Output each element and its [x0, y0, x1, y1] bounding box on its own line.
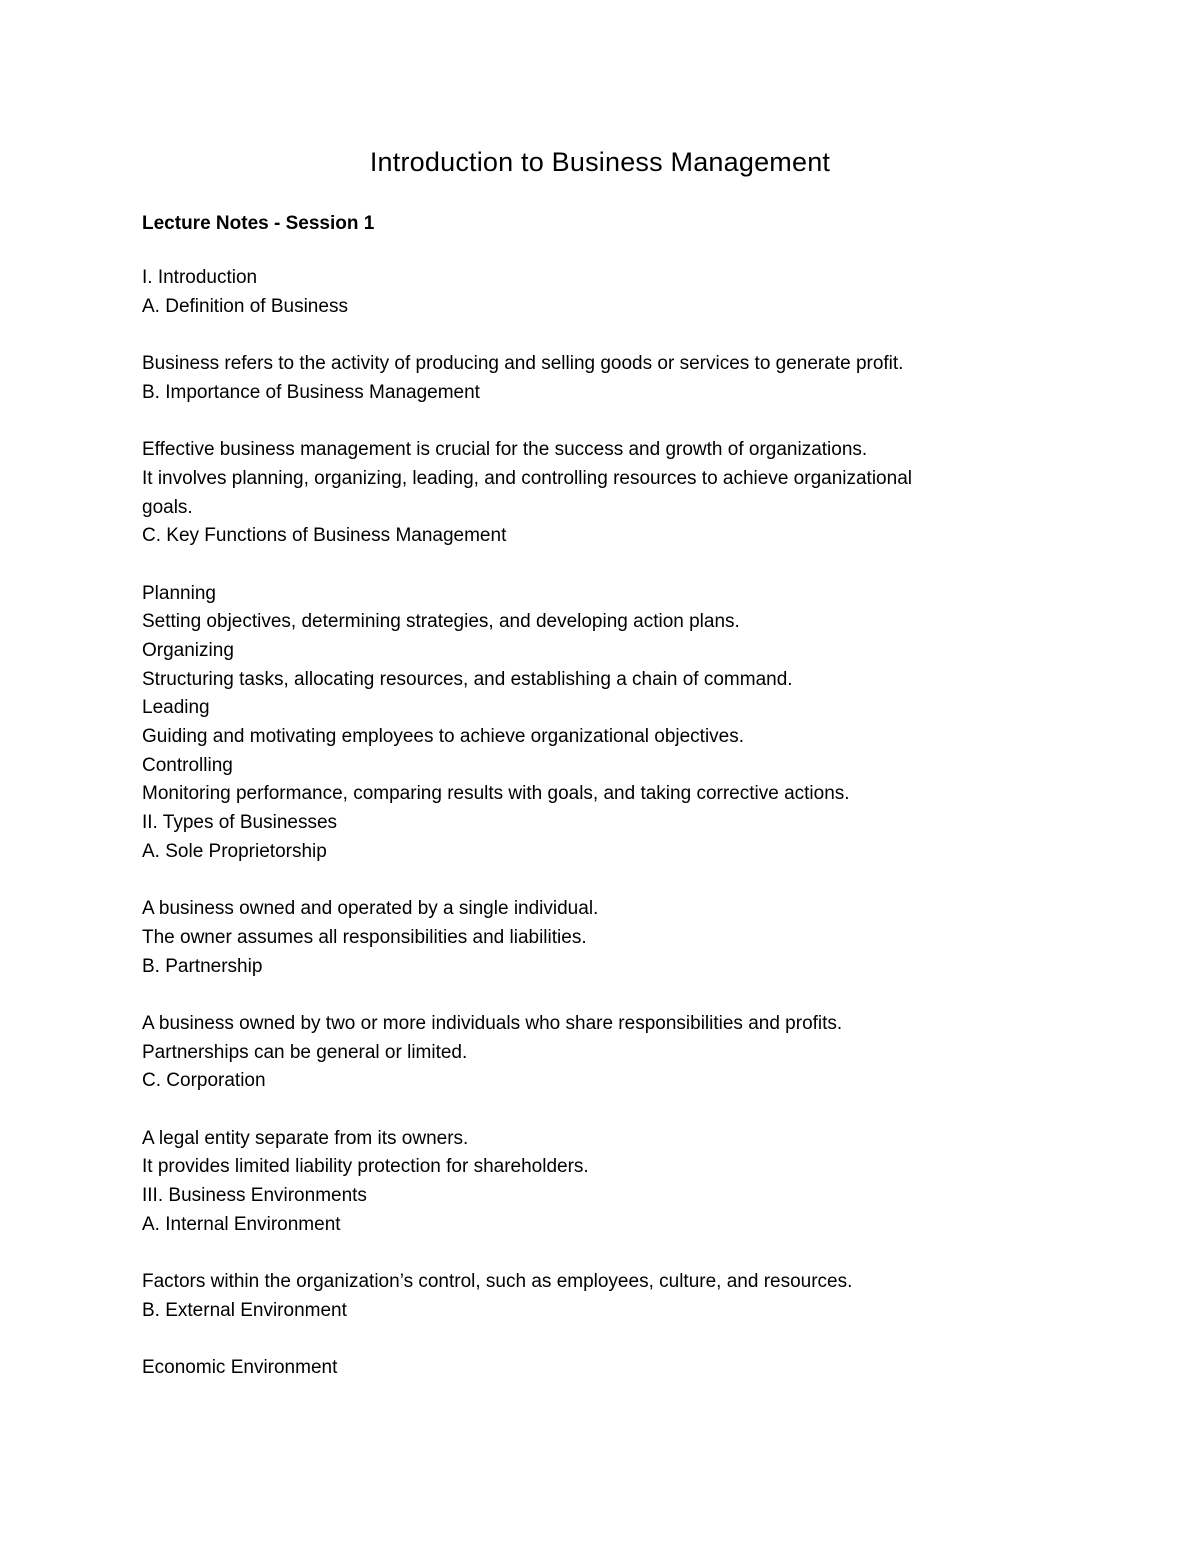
text-line: Leading	[142, 697, 210, 719]
blank-line	[142, 407, 1022, 436]
text-line: A legal entity separate from its owners.	[142, 1127, 469, 1149]
text-line: Effective business management is crucial for the success and growth of organizations.	[142, 439, 868, 461]
text-line: B. External Environment	[142, 1299, 347, 1321]
blank-line	[142, 1325, 1022, 1354]
blank-line	[142, 551, 1022, 580]
text-line: Setting objectives, determining strategies, and developing action plans.	[142, 611, 740, 633]
text-line: It provides limited liability protection for shareholders.	[142, 1156, 589, 1178]
text-line: Monitoring performance, comparing results with goals, and taking corrective actions.	[142, 783, 850, 805]
text-line: Structuring tasks, allocating resources, and establishing a chain of command.	[142, 668, 793, 690]
text-line: Economic Environment	[142, 1357, 338, 1379]
text-line: B. Importance of Business Management	[142, 381, 480, 403]
text-line: A. Definition of Business	[142, 295, 348, 317]
text-line: A. Internal Environment	[142, 1213, 341, 1235]
text-line: goals.	[142, 496, 193, 518]
blank-line	[142, 866, 1022, 895]
text-line: Organizing	[142, 639, 234, 661]
text-line: III. Business Environments	[142, 1185, 367, 1206]
text-line: The owner assumes all responsibilities and liabilities.	[142, 926, 587, 948]
text-line: C. Corporation	[142, 1070, 266, 1092]
blank-line	[142, 981, 1022, 1010]
text-line: Partnerships can be general or limited.	[142, 1041, 468, 1063]
text-line: Planning	[142, 582, 216, 604]
text-line: B. Partnership	[142, 955, 263, 977]
text-line: Business refers to the activity of producing and selling goods or services to generate profit.	[142, 353, 904, 375]
document-title: Introduction to Business Management	[369, 147, 831, 177]
text-line: Factors within the organization’s control, such as employees, culture, and resources.	[142, 1271, 853, 1293]
text-line: It involves planning, organizing, leading, and controlling resources to achieve organizational	[142, 467, 912, 489]
text-line: Controlling	[142, 754, 233, 776]
document-body	[142, 264, 1022, 1383]
text-line: A. Sole Proprietorship	[142, 840, 327, 862]
blank-line	[142, 321, 1022, 350]
text-line: Guiding and motivating employees to achieve organizational objectives.	[142, 726, 745, 747]
blank-line	[142, 1096, 1022, 1125]
text-line: I. Introduction	[142, 267, 258, 288]
document-subtitle: Lecture Notes - Session 1	[142, 213, 375, 234]
text-line: II. Types of Businesses	[142, 812, 338, 834]
text-line: C. Key Functions of Business Management	[142, 525, 507, 547]
text-line: A business owned and operated by a single individual.	[142, 898, 599, 920]
text-line: A business owned by two or more individuals who share responsibilities and profits.	[142, 1012, 843, 1034]
blank-line	[142, 1239, 1022, 1268]
